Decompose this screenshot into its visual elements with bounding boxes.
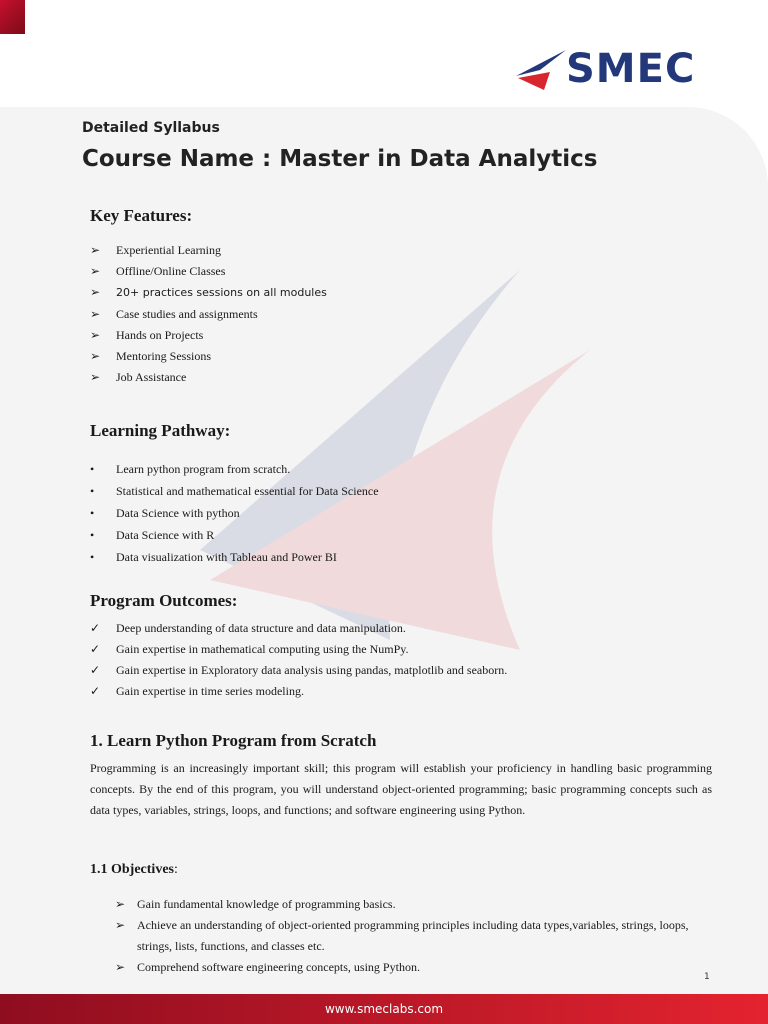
arrow-bullet-icon: ➢ (90, 285, 101, 300)
smec-logo (514, 46, 720, 92)
detailed-syllabus-label: Detailed Syllabus (82, 120, 220, 136)
list-item: ➢ Achieve an understanding of object-oriented programming principles including data types,variables, strings, loops, strings, lists, functions, and classes etc. (115, 915, 715, 957)
list-item: ✓ Deep understanding of data structure and data manipulation. (90, 618, 507, 639)
arrow-bullet-icon: ➢ (90, 243, 101, 257)
list-item: ✓ Gain expertise in time series modeling. (90, 681, 507, 702)
page-number: 1 (704, 972, 710, 982)
program-outcomes-list (90, 618, 507, 702)
arrow-bullet-icon: ➢ (115, 918, 126, 932)
list-item: ➢ Case studies and assignments (90, 304, 327, 325)
bullet-dot-icon: • (90, 462, 95, 476)
bullet-dot-icon: • (90, 484, 95, 498)
bullet-dot-icon: • (90, 528, 95, 542)
page-title: Course Name : Master in Data Analytics (82, 146, 598, 172)
arrow-bullet-icon: ➢ (90, 264, 101, 279)
arrow-bullet-icon: ➢ (115, 897, 126, 911)
list-item: • Data Science with R (90, 524, 379, 546)
arrow-bullet-icon: ➢ (115, 960, 126, 974)
section-paragraph: Programming is an increasingly important skill; this program will establish your proficiency in handling basic programming concepts. By the end of this program, you will understand object-oriented programming; basic programming concepts such as data types, variables, strings, loops, and functions; and software engineering using Python. (90, 761, 712, 817)
list-item: ➢ Mentoring Sessions (90, 346, 327, 367)
arrow-bullet-icon: ➢ (90, 370, 101, 385)
check-icon: ✓ (90, 684, 101, 698)
logo-text: SMEC (566, 46, 696, 92)
list-item: ➢ Comprehend software engineering concepts, using Python. (115, 957, 715, 978)
bullet-dot-icon: • (90, 550, 95, 564)
check-icon: ✓ (90, 642, 101, 656)
check-icon: ✓ (90, 621, 101, 635)
check-icon: ✓ (90, 663, 101, 677)
arrow-bullet-icon: ➢ (90, 349, 101, 364)
section-heading: 1. Learn Python Program from Scratch (90, 731, 377, 750)
learning-pathway-heading: Learning Pathway: (90, 421, 231, 440)
list-item: ➢ Job Assistance (90, 367, 327, 388)
key-features-list (90, 240, 327, 388)
list-item: ➢ 20+ practices sessions on all modules (90, 282, 327, 303)
arrow-bullet-icon: ➢ (90, 306, 101, 321)
list-item: ➢ Offline/Online Classes (90, 261, 327, 282)
list-item: • Data Science with python (90, 502, 379, 524)
list-item: ✓ Gain expertise in Exploratory data analysis using pandas, matplotlib and seaborn. (90, 660, 507, 681)
arrow-bullet-icon: ➢ (90, 327, 101, 342)
objectives-heading: 1.1 Objectives: (90, 862, 178, 877)
footer-bar (0, 994, 768, 1024)
website-link[interactable]: www.smeclabs.com (324, 1002, 444, 1016)
list-item: ➢ Hands on Projects (90, 325, 327, 346)
list-item: • Learn python program from scratch. (90, 458, 379, 480)
list-item: • Data visualization with Tableau and Power BI (90, 546, 379, 568)
list-item: ➢ Experiential Learning (90, 240, 327, 261)
list-item: ➢ Gain fundamental knowledge of programming basics. (115, 894, 715, 915)
bullet-dot-icon: • (90, 506, 95, 520)
learning-pathway-list (90, 458, 379, 568)
program-outcomes-heading: Program Outcomes: (90, 591, 238, 610)
objectives-list (115, 894, 715, 978)
key-features-heading: Key Features: (90, 206, 193, 225)
smec-logo-icon (514, 46, 568, 92)
list-item: ✓ Gain expertise in mathematical computing using the NumPy. (90, 639, 507, 660)
corner-accent (0, 0, 25, 34)
list-item: • Statistical and mathematical essential for Data Science (90, 480, 379, 502)
